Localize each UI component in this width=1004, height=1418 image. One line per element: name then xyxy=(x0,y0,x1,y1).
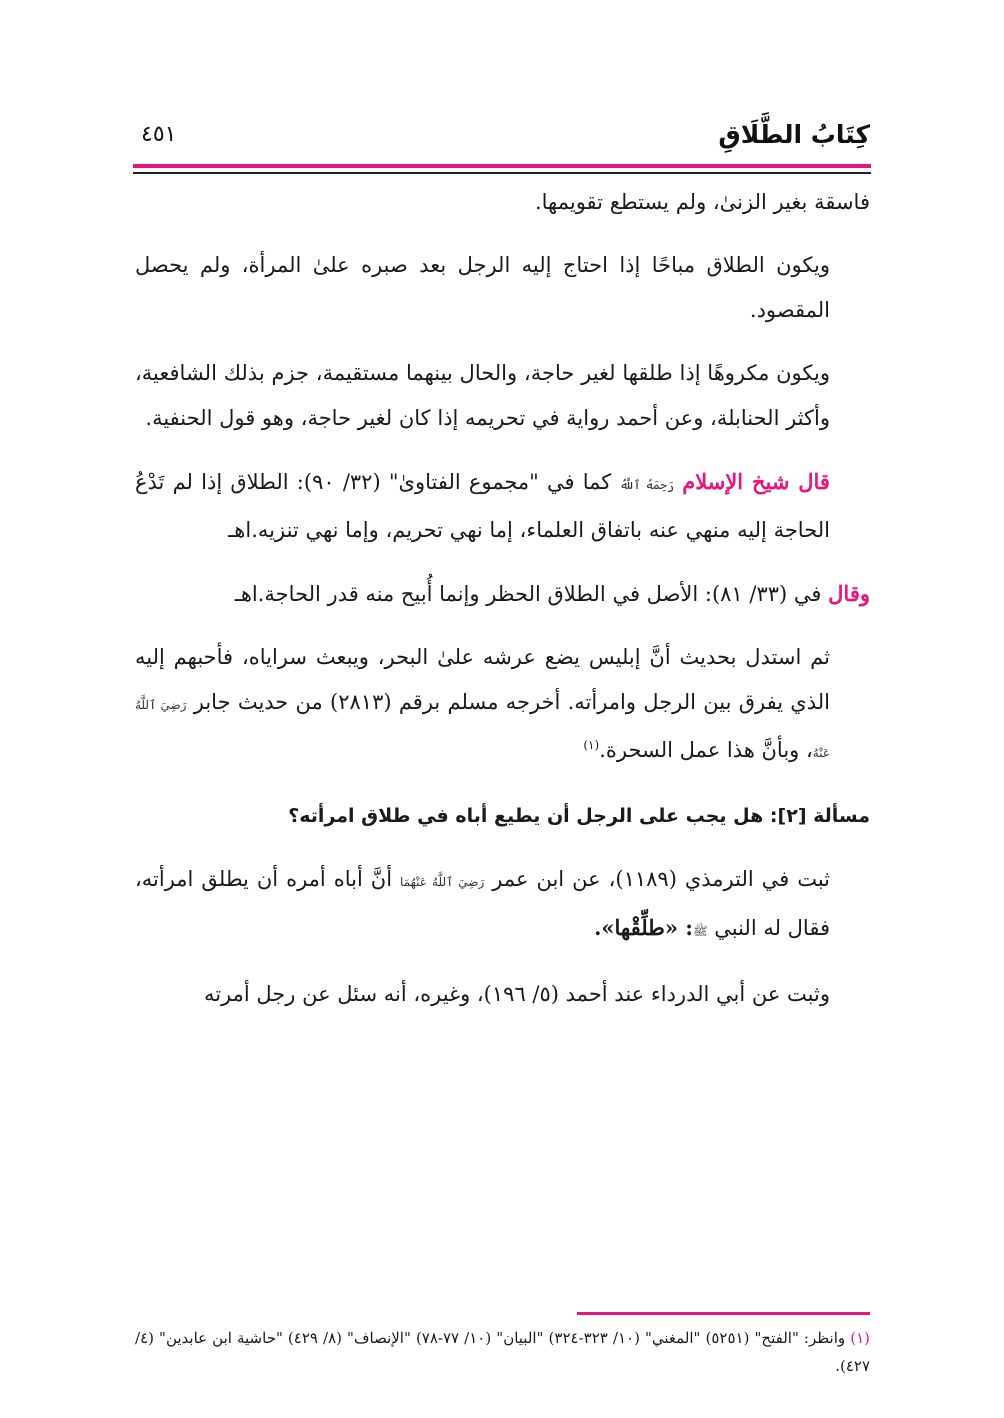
section-heading: مسألة [٢]: هل يجب على الرجل أن يطيع أباه في طلاق امرأته؟ xyxy=(288,805,870,827)
footnote-rule xyxy=(577,1312,870,1315)
paragraph-4 xyxy=(135,459,870,553)
quote-lead: قال شيخ الإسلام xyxy=(682,469,830,494)
paragraph-6-text: ثم استدل بحديث أنَّ إبليس يضع عرشه علىٰ البحر، ويبعث سراياه، فأحبهم إليه الذي يفرق بين الرجل وامرأته. أخرجه مسلم برقم (٢٨١٣) من حديث جابر xyxy=(135,645,830,714)
honorific-2: رَضِيَ ٱللَّهُ عَنْهُ xyxy=(135,698,830,760)
honorific: رَحِمَهُ ٱللَّهُ xyxy=(619,478,675,492)
paragraph-4-text: كما في "مجموع الفتاوىٰ" (٣٢/ ٩٠): الطلاق إذا لم تَدْعُ الحاجة إليه منهي عنه باتفاق العلماء، إما نهي تحريم، وإما نهي تنزيه.اهـ xyxy=(135,470,830,542)
main-text xyxy=(135,180,870,1035)
footnote-reference[interactable]: (١) xyxy=(583,738,600,752)
paragraph-8: وثبت عن أبي الدرداء عند أحمد (٥/ ١٩٦)، وغيره، أنه سئل عن رجل أمرته xyxy=(203,982,830,1006)
book-title: كِتَابُ الطَّلَاقِ xyxy=(718,120,870,149)
quote-lead-2: وقال xyxy=(828,581,870,606)
footnote-text: وانظر: "الفتح" (٥٢٥١) "المغني" (١٠/ ٣٢٣-٣٢٤) "البيان" (١٠/ ٧٧-٧٨) "الإنصاف" (٨/ ٤٢٩) "حاشية ابن عابدين" (٤/ ٤٢٧). xyxy=(135,1329,870,1375)
prophet-quote: : «طلِّقْها». xyxy=(594,915,694,940)
paragraph-6 xyxy=(135,635,870,776)
honorific-3: رَضِيَ ٱللَّهُ عَنْهُمَا xyxy=(400,875,485,889)
paragraph-5-text: في (٣٣/ ٨١): الأصل في الطلاق الحظر وإنما أُبيح منه قدر الحاجة.اهـ xyxy=(234,582,822,606)
paragraph-7 xyxy=(135,857,870,954)
paragraph-7-text: ثبت في الترمذي (١١٨٩)، عن ابن عمر xyxy=(492,867,831,891)
paragraph-1: فاسقة بغير الزنىٰ، ولم يستطع تقويمها. xyxy=(534,190,870,214)
paragraph-5 xyxy=(135,571,870,617)
paragraph-3: ويكون مكروهًا إذا طلقها لغير حاجة، والحال بينهما مستقيمة، جزم بذلك الشافعية، وأكثر الحنابلة، وعن أحمد رواية في تحريمه إذا كان لغير حاجة، وهو قول الحنفية. xyxy=(135,361,830,430)
header-rule-black xyxy=(133,172,871,174)
footnote-number: (١) xyxy=(850,1329,870,1347)
page-header xyxy=(135,118,870,162)
header-rule-pink xyxy=(133,164,871,168)
page-number: ٤٥١ xyxy=(141,122,177,147)
honorific-4: ﷺ xyxy=(693,924,708,938)
paragraph-7-text-2: أنَّ أباه أمره أن يطلق امرأته، فقال له النبي xyxy=(135,867,830,940)
footnote xyxy=(135,1324,870,1380)
paragraph-2: ويكون الطلاق مباحًا إذا احتاج إليه الرجل بعد صبره علىٰ المرأة، ولم يحصل المقصود. xyxy=(135,253,830,322)
paragraph-6-tail: ، وبأنَّ هذا عمل السحرة. xyxy=(599,738,813,762)
